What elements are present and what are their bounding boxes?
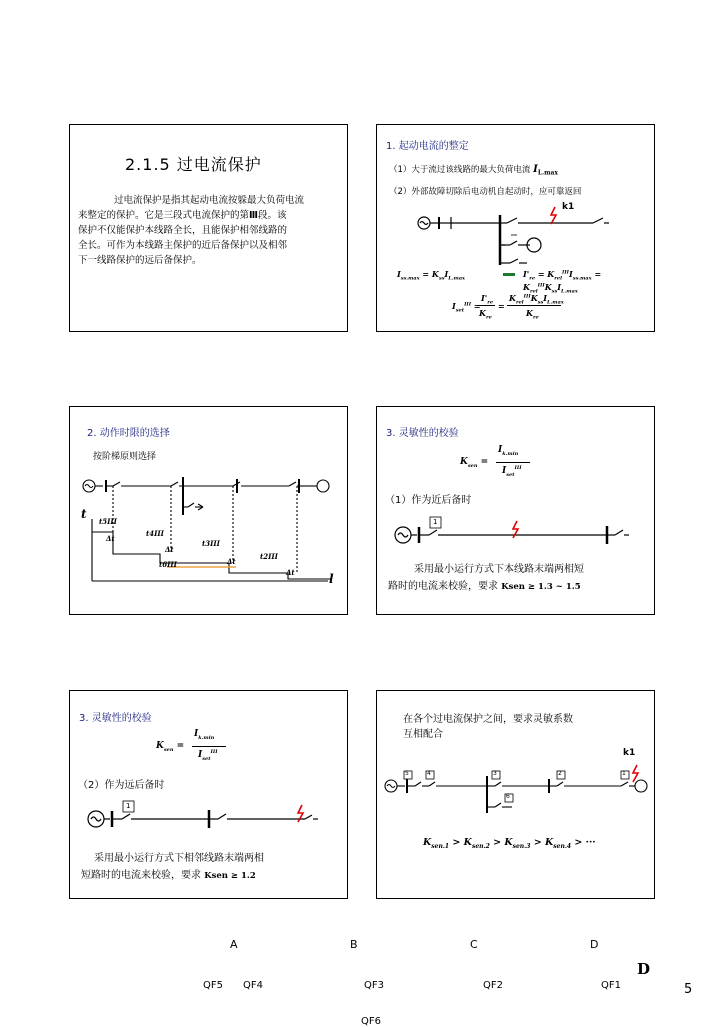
heading: 3. 灵敏性的校验 bbox=[386, 428, 459, 439]
page-number: 5 bbox=[684, 982, 693, 997]
slide-sensitivity-remote bbox=[69, 690, 348, 899]
footer-qf1: QF1 bbox=[601, 980, 621, 991]
t2-label: t2III bbox=[260, 552, 278, 561]
slide-overcurrent-intro bbox=[69, 124, 348, 332]
desc-line-2-text: 路时的电流来校验，要求 bbox=[388, 581, 498, 592]
delta-t-1: Δt bbox=[106, 534, 115, 543]
t3-label: t3III bbox=[202, 539, 220, 548]
delta-t-2: Δt bbox=[165, 545, 174, 554]
case-label: （1）作为近后备时 bbox=[385, 495, 472, 506]
footer-letter-c: C bbox=[470, 938, 478, 951]
relay-box-2: 2 bbox=[558, 770, 562, 777]
relay-box-4: 4 bbox=[427, 770, 431, 777]
fault-label: k1 bbox=[562, 202, 575, 212]
relay-box: 1 bbox=[126, 802, 131, 810]
footer-letter-d: D bbox=[590, 938, 599, 951]
footer-big-d: D bbox=[637, 960, 651, 978]
relay-box-6: 6 bbox=[506, 793, 510, 800]
footer-qf3: QF3 bbox=[364, 980, 384, 991]
sensitivity-formula: $K_{sen}$ = $I_{k.min}$ $I_{set}^{III}$ bbox=[156, 729, 246, 769]
footer-letter-b: B bbox=[350, 938, 358, 951]
requirement: Ksen ≥ 1.3 ~ 1.5 bbox=[501, 582, 581, 592]
heading: 1. 起动电流的整定 bbox=[386, 141, 469, 152]
description bbox=[388, 561, 650, 596]
para-line-2-text: 来整定的保护。它是三段式电流保护的第 bbox=[78, 210, 250, 221]
roman-three: Ⅲ bbox=[249, 210, 258, 221]
coordination-diagram bbox=[377, 691, 656, 900]
para-line-5: 下一线路保护的远后备保护。 bbox=[78, 255, 202, 266]
equation-2: $I'_{re} = K_{rel}^{III}I_{ss.max} = K_{rel}^{III}K_{ss}I_{L.max}$ bbox=[523, 269, 602, 295]
intro-paragraph bbox=[78, 193, 343, 268]
relay-box-1: 1 bbox=[622, 770, 626, 777]
l-axis-label: l bbox=[329, 572, 334, 586]
footer-qf2: QF2 bbox=[483, 980, 503, 991]
slide-pickup-setting: 1. 起动电流的整定 （1）大于流过该线路的最大负荷电流 $I_{L.max}$ （2）外部故障切除后电动机自起动时，应可靠返回 k1 $I_{ss.max} = K_{ss}I_{L.max}$ $I'_{re} = K_{rel}^{III}I_{ss.max} = K_{rel}^{III}K_{ss}I_{L.max}$ $I_{set}^{III}$ = $I'_{re}$ $K_{re}$ = $K_{rel}^{III}K_{ss}I_{L.max}$ $K_{re}$ bbox=[376, 124, 655, 332]
heading: 2. 动作时限的选择 bbox=[87, 428, 170, 439]
fault-lightning-icon bbox=[551, 207, 556, 224]
desc-line-2 bbox=[81, 867, 343, 885]
requirement: Ksen ≥ 1.2 bbox=[204, 871, 256, 881]
item-1-symbol: I bbox=[533, 164, 538, 175]
t4-label: t4III bbox=[146, 529, 164, 538]
item-1-text: （1）大于流过该线路的最大负荷电流 bbox=[389, 165, 531, 175]
heading: 3. 灵敏性的校验 bbox=[79, 713, 152, 724]
item-2: （2）外部故障切除后电动机自起动时，应可靠返回 bbox=[389, 187, 582, 197]
equation-arrow bbox=[503, 273, 515, 276]
footer-letter-a: A bbox=[230, 938, 238, 951]
relay-box: 1 bbox=[433, 518, 438, 526]
para-line-3: 保护不仅能保护本线路全长，且能保护相邻线路的 bbox=[78, 225, 288, 236]
intro-line-2: 互相配合 bbox=[403, 729, 443, 740]
delta-t-3: Δt bbox=[227, 557, 236, 566]
fault-label: k1 bbox=[623, 748, 636, 758]
footer-qf5: QF5 bbox=[203, 980, 223, 991]
delta-t-4: Δt bbox=[286, 568, 295, 577]
fault-lightning-icon bbox=[633, 765, 638, 782]
para-line-2 bbox=[78, 208, 343, 223]
relay-box-5: 5 bbox=[405, 770, 409, 777]
slide-sensitivity-near bbox=[376, 406, 655, 615]
desc-line-2-text: 短路时的电流来校验，要求 bbox=[81, 870, 201, 881]
para-line-4: 全长。可作为本线路主保护的近后备保护以及相邻 bbox=[78, 240, 288, 251]
sensitivity-formula: $K_{sen}$ = $I_{k.min}$ $I_{set}^{III}$ bbox=[460, 445, 550, 485]
case-label: （2）作为远后备时 bbox=[78, 780, 165, 791]
item-1-subscript: L.max bbox=[537, 169, 558, 177]
slide-title: 2.1.5 过电流保护 bbox=[125, 155, 262, 174]
time-grading-diagram bbox=[70, 407, 349, 616]
desc-line-1: 采用最小运行方式下本线路末端两相短 bbox=[414, 564, 584, 575]
relay-box-3: 3 bbox=[493, 770, 497, 777]
description bbox=[81, 850, 343, 885]
t-axis-label: t bbox=[81, 507, 87, 521]
intro-line-1: 在各个过电流保护之间，要求灵敏系数 bbox=[403, 714, 573, 725]
t5-label: t5III bbox=[99, 517, 117, 526]
para-line-2-end: 段。该 bbox=[258, 210, 287, 221]
footer-qf4: QF4 bbox=[243, 980, 263, 991]
equation-1: $I_{ss.max} = K_{ss}I_{L.max}$ bbox=[397, 269, 466, 282]
para-line-1: 过电流保护是指其起动电流按躲最大负荷电流 bbox=[114, 195, 305, 206]
subheading: 按阶梯原则选择 bbox=[93, 452, 157, 462]
desc-line-1: 采用最小运行方式下相邻线路末端两相 bbox=[94, 853, 264, 864]
desc-line-2 bbox=[388, 578, 650, 596]
footer-qf6: QF6 bbox=[361, 1016, 381, 1027]
sensitivity-chain: $K_{sen.1} > K_{sen.2} > K_{sen.3} > K_{sen.4}$ > ··· bbox=[423, 837, 596, 850]
slide-sensitivity-coordination bbox=[376, 690, 655, 899]
slide-time-grading bbox=[69, 406, 348, 615]
t6-label: t6III bbox=[159, 560, 177, 569]
